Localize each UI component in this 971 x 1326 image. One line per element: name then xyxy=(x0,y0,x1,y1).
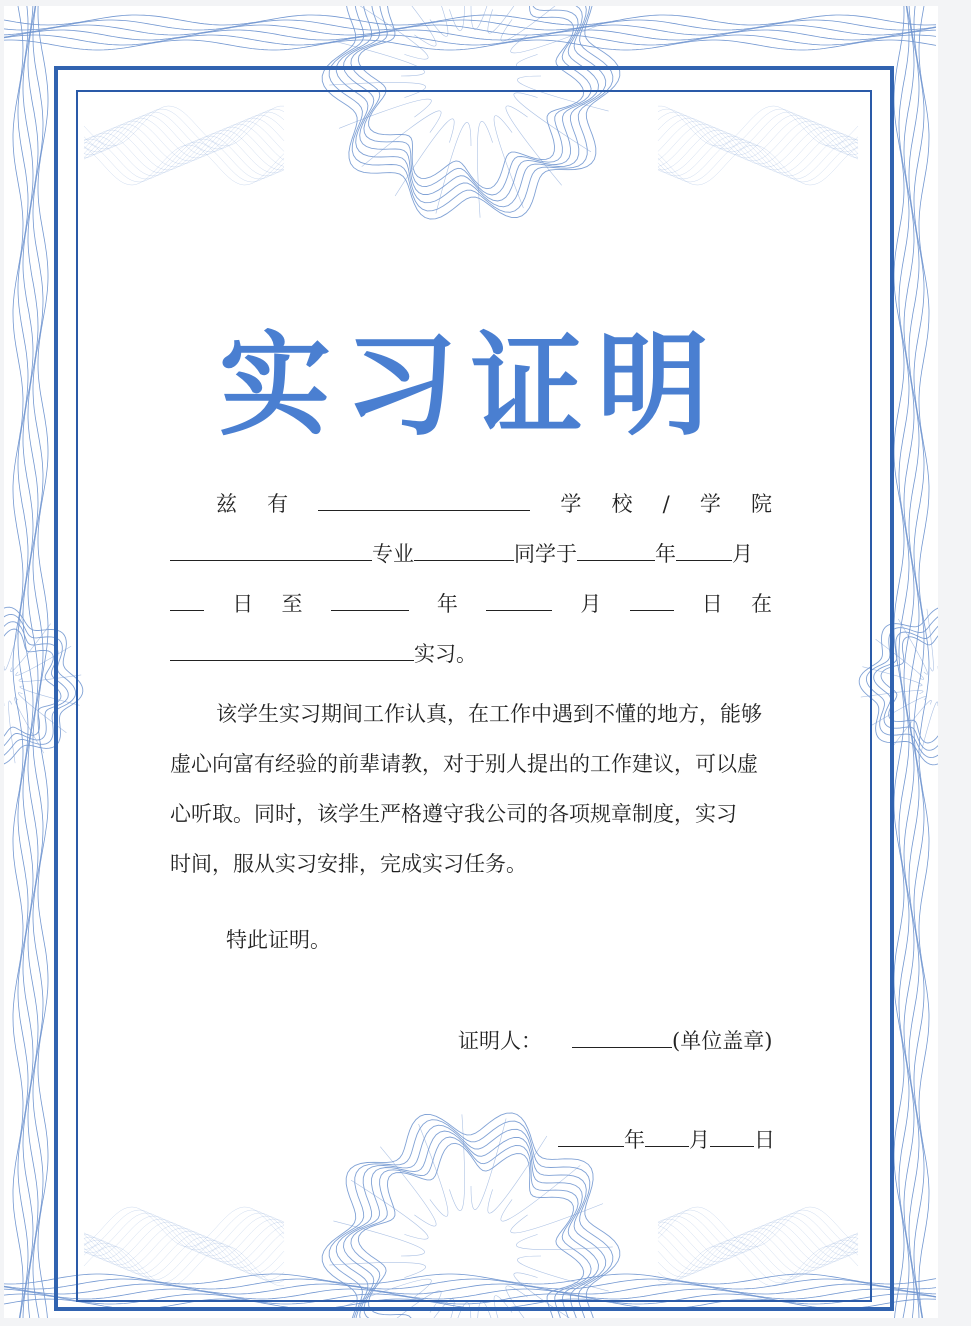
text-end-day: 日 xyxy=(701,592,723,616)
text-year: 年 xyxy=(655,542,676,566)
blank-company[interactable] xyxy=(170,642,414,661)
paragraph-line: 该学生实习期间工作认真，在工作中遇到不懂的地方，能够 xyxy=(216,702,762,726)
text-xiao: 校 xyxy=(611,492,633,516)
text-month: 月 xyxy=(732,542,753,566)
blank-school[interactable] xyxy=(170,542,372,561)
certificate-title: 实习证明 xyxy=(219,321,723,451)
text-yuan: 院 xyxy=(750,492,772,516)
text-slash: / xyxy=(662,492,670,516)
blank-end-year[interactable] xyxy=(331,592,409,611)
stamp-note: (单位盖章) xyxy=(672,1029,773,1053)
text-end-year: 年 xyxy=(436,592,458,616)
blank-name[interactable] xyxy=(318,492,530,511)
paragraph-line: 时间，服从实习安排，完成实习任务。 xyxy=(170,852,527,876)
date-month: 月 xyxy=(689,1128,710,1152)
text-xue1: 学 xyxy=(560,492,582,516)
guilloche-stroke xyxy=(919,6,929,1318)
blank-start-year[interactable] xyxy=(577,542,655,561)
blank-signer[interactable] xyxy=(572,1029,672,1048)
text-at: 在 xyxy=(750,592,772,616)
blank-sign-year[interactable] xyxy=(558,1128,624,1147)
guilloche-stroke xyxy=(9,701,16,763)
guilloche-stroke xyxy=(471,6,506,30)
blank-start-day[interactable] xyxy=(170,592,204,611)
fill-line-2 xyxy=(170,538,753,568)
fill-line-1 xyxy=(216,488,772,518)
guilloche-stroke xyxy=(4,25,936,35)
fill-line-3 xyxy=(170,588,772,618)
text-end-month: 月 xyxy=(580,592,602,616)
closing-text: 特此证明。 xyxy=(226,928,331,952)
text-internship: 实习。 xyxy=(414,642,477,666)
date-year: 年 xyxy=(624,1128,645,1152)
guilloche-stroke xyxy=(33,6,43,1318)
guilloche-stroke xyxy=(919,702,938,762)
blank-sign-day[interactable] xyxy=(710,1128,754,1147)
signer-label: 证明人： xyxy=(458,1029,542,1053)
certificate-sheet xyxy=(4,6,938,1318)
text-student-from: 同学于 xyxy=(514,542,577,566)
fill-line-4 xyxy=(170,638,477,668)
text-zi: 兹 xyxy=(216,492,237,516)
text-day: 日 xyxy=(232,592,254,616)
signature-line xyxy=(458,1025,772,1055)
guilloche-stroke xyxy=(18,6,28,1318)
blank-end-day[interactable] xyxy=(630,592,674,611)
date-line xyxy=(558,1124,775,1154)
body-paragraph xyxy=(170,689,782,889)
blank-end-month[interactable] xyxy=(486,592,552,611)
paragraph-line: 虚心向富有经验的前辈请教，对于别人提出的工作建议，可以虚 xyxy=(170,752,758,776)
guilloche-stroke xyxy=(899,6,909,1318)
text-you: 有 xyxy=(267,492,289,516)
guilloche-stroke xyxy=(13,6,23,1318)
blank-start-month[interactable] xyxy=(676,542,732,561)
guilloche-stroke xyxy=(4,610,23,670)
text-major: 专业 xyxy=(372,542,414,566)
guilloche-stroke xyxy=(891,700,931,748)
date-day: 日 xyxy=(754,1128,775,1152)
guilloche-stroke xyxy=(927,609,934,671)
text-to: 至 xyxy=(281,592,303,616)
guilloche-stroke xyxy=(4,30,936,40)
blank-major[interactable] xyxy=(414,542,514,561)
text-xue2: 学 xyxy=(699,492,721,516)
paragraph-line: 心听取。同时，该学生严格遵守我公司的各项规章制度，实习 xyxy=(170,802,737,826)
blank-sign-month[interactable] xyxy=(645,1128,689,1147)
